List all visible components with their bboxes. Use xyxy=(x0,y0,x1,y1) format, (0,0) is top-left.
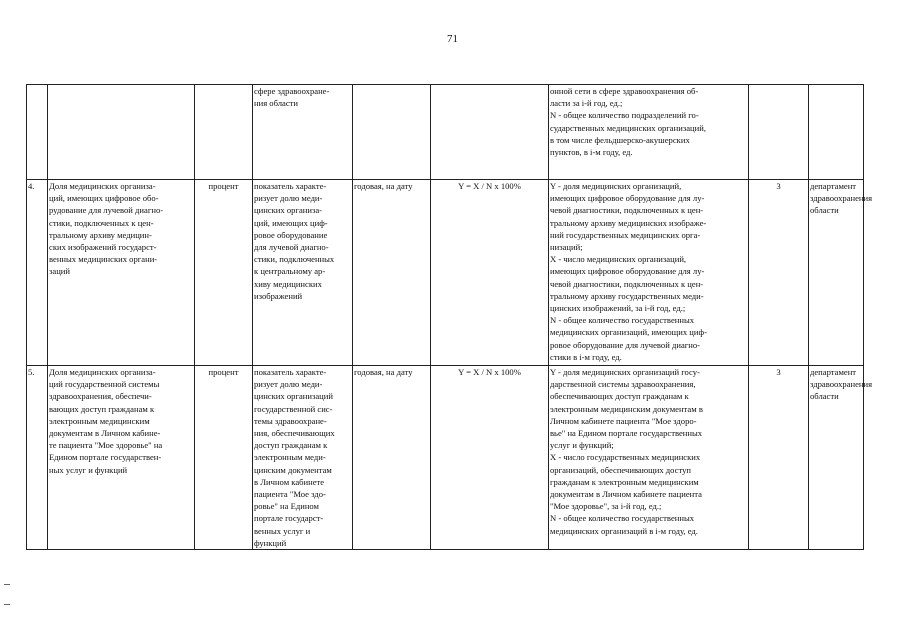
unit-of-measure-cell xyxy=(195,85,253,180)
responsible-body-cell xyxy=(809,85,864,180)
data-source: 3 xyxy=(776,367,781,377)
reporting-period-cell xyxy=(353,180,431,366)
formula-components: Y - доля медицинских организаций, имеющих цифровое оборудование для лу- чевой диагностики, подключенных к цен- тральному архиву медицинских изображе- ний государственных медицинских орга- низаций; X - число медицинских организаций, имеющих цифровое оборудование для лу- чевой диагностики, подключенных к цен- тральному архиву государственных меди- цинских изображений, за i-й год, ед.; N - общее количество государственных медицинских организаций, имеющих циф- ровое оборудование для лучевой диагно- стики в i-м году, ед. xyxy=(550,181,707,362)
indicator-definition-cell xyxy=(253,85,353,180)
reporting-period-cell xyxy=(353,366,431,550)
reporting-period: годовая, на дату xyxy=(354,181,413,191)
calculation-formula-cell xyxy=(431,180,549,366)
table-row xyxy=(27,366,864,550)
formula-components-cell xyxy=(549,180,749,366)
indicator-name-cell xyxy=(48,366,195,550)
indicator-name-cell xyxy=(48,85,195,180)
indicator-definition-cell xyxy=(253,180,353,366)
formula-components: Y - доля медицинских организаций госу- дарственной системы здравоохранения, обеспечивающих доступ гражданам к электронным медицинским документам в Личном кабинете пациента "Мое здоро- вье" на Едином портале государственных услуг и функций; X - число государственных медицинских организаций, обеспечивающих доступ гражданам к электронным медицинским документам в Личном кабинете пациента "Мое здоровье", за i-й год, ед.; N - общее количество государственных медицинских организаций в i-м году, ед. xyxy=(550,367,703,536)
unit-of-measure: процент xyxy=(208,181,239,191)
calculation-formula-cell xyxy=(431,366,549,550)
calculation-formula-cell xyxy=(431,85,549,180)
data-source-cell xyxy=(749,366,809,550)
responsible-body: департамент здравоохранения области xyxy=(810,181,873,216)
unit-of-measure-cell xyxy=(195,180,253,366)
indicator-definition: показатель характе- ризует долю меди- цинских организа- ций, имеющих циф- ровое оборудование для лучевой диагно- стики, подключенных к центральному ар- хиву медицинских изображений xyxy=(254,181,335,301)
indicator-definition-cell xyxy=(253,366,353,550)
formula-components: онной сети в сфере здравоохранения об- ласти за i-й год, ед.; N - общее количество подразделений го- сударственных медицинских организаций, в том числе фельдшерско-акушерских пунктов, в i-м году, ед. xyxy=(550,86,706,158)
indicator-definition: сфере здравоохране- ния области xyxy=(254,86,330,109)
unit-of-measure-cell xyxy=(195,366,253,550)
row-number: 4. xyxy=(28,181,35,191)
indicator-name: Доля медицинских организа- ций, имеющих цифровое обо- рудование для лучевой диагно- стики, подключенных к цен- тральному архиву медицин- ских изображений государст- венных медицинских органи- заций xyxy=(49,181,164,277)
calculation-formula: Y = X / N x 100% xyxy=(458,181,521,191)
calculation-formula: Y = X / N x 100% xyxy=(458,367,521,377)
unit-of-measure: процент xyxy=(208,367,239,377)
row-number-cell xyxy=(27,180,48,366)
indicators-table xyxy=(26,84,873,550)
reporting-period-cell xyxy=(353,85,431,180)
row-number-cell xyxy=(27,366,48,550)
data-source: 3 xyxy=(776,181,781,191)
formula-components-cell xyxy=(549,366,749,550)
indicator-name-cell xyxy=(48,180,195,366)
formula-components-cell xyxy=(549,85,749,180)
responsible-body-cell xyxy=(809,180,873,366)
margin-mark xyxy=(4,584,10,585)
reporting-period: годовая, на дату xyxy=(354,367,413,377)
indicator-definition: показатель характе- ризует долю меди- цинских организаций государственной сис- темы здравоохране- ния, обеспечивающих доступ гражданам к электронным меди- цинским документам в Личном кабинете пациента "Мое здо- ровье" на Едином портале государст- венных услуг и функций xyxy=(254,367,335,548)
table-row xyxy=(27,180,864,366)
table-row xyxy=(27,85,864,180)
data-source-cell xyxy=(749,180,809,366)
row-number: 5. xyxy=(28,367,35,377)
indicator-name: Доля медицинских организа- ций государственной системы здравоохранения, обеспечи- вающих доступ гражданам к электронным медицинским документам в Личном кабине- те пациента "Мое здоровье" на Едином портале государствен- ных услуг и функций xyxy=(49,367,163,475)
margin-mark xyxy=(4,604,10,605)
responsible-body: департамент здравоохранения области xyxy=(810,367,873,402)
data-source-cell xyxy=(749,85,809,180)
responsible-body-cell xyxy=(809,366,873,550)
row-number-cell xyxy=(27,85,48,180)
page-number: 71 xyxy=(447,33,458,45)
